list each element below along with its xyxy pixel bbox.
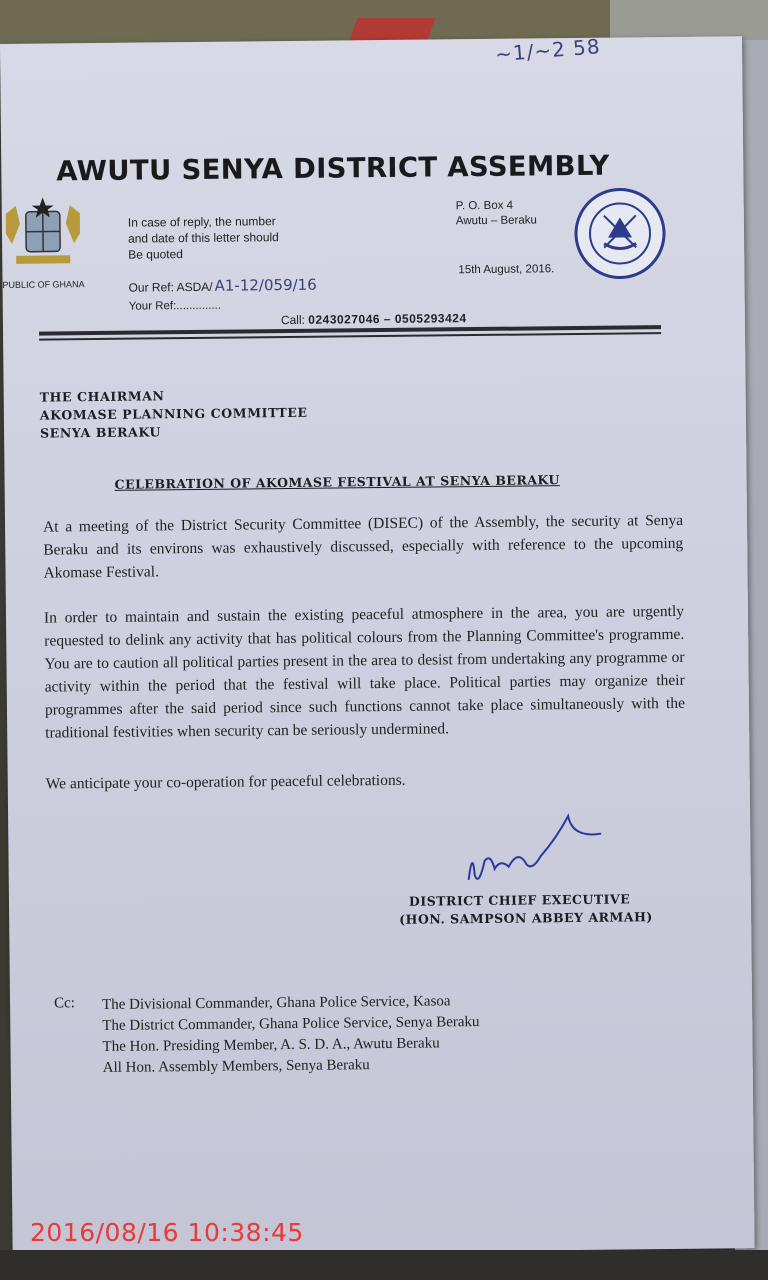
body-paragraph: At a meeting of the District Security Committee (DISEC) of the Assembly, the security at Senya Beraku and its environs was exhaustively discussed, especially with reference to the upcoming Akomase Festival. <box>42 511 684 582</box>
reply-note-line: In case of reply, the number <box>127 214 276 230</box>
address-line: Awutu – Beraku <box>455 214 537 228</box>
letter-subject: CELEBRATION OF AKOMASE FESTIVAL AT SENYA BERAKU <box>114 472 560 492</box>
our-ref-handwritten: A1-12/059/16 <box>214 275 317 295</box>
phone-numbers: 0243027046 – 0505293424 <box>308 311 467 327</box>
cc-item: The Divisional Commander, Ghana Police Service, Kasoa <box>101 993 451 1013</box>
republic-label: PUBLIC OF GHANA <box>2 279 85 290</box>
body-paragraph: In order to maintain and sustain the existing peaceful atmosphere in the area, you are urgently requested to delink any activity that has political colours from the Planning Committee's programme. You are to caution all political parties present in the area to desist from undertaking any programme or activity within the period that the festival will take place. Political parties may organize their programmes after the said period since such functions cannot take place simultaneously with the traditional festivities when security can be seriously undermined. <box>43 602 686 742</box>
cc-item: The District Commander, Ghana Police Service, Senya Beraku <box>102 1014 480 1034</box>
our-ref-label: Our Ref: ASDA/ <box>128 279 213 295</box>
signatory-title: DISTRICT CHIEF EXECUTIVE <box>408 891 631 909</box>
ghana-coat-of-arms-icon <box>2 193 85 274</box>
addressee-line: AKOMASE PLANNING COMMITTEE <box>39 404 308 423</box>
cc-list <box>102 991 480 1079</box>
background-bottom <box>0 1250 768 1280</box>
handwritten-reference: ~1∕~2 58 <box>494 34 602 67</box>
addressee-block <box>40 386 308 443</box>
closing-paragraph: We anticipate your co-operation for peaceful celebrations. <box>45 771 406 793</box>
addressee-line: THE CHAIRMAN <box>39 388 165 405</box>
reply-note-line: Be quoted <box>128 247 184 262</box>
organization-name: AWUTU SENYA DISTRICT ASSEMBLY <box>56 149 610 188</box>
postal-address <box>456 198 537 229</box>
cc-label: Cc: <box>53 995 75 1012</box>
your-reference: Your Ref:.............. <box>128 299 222 313</box>
cc-item: The Hon. Presiding Member, A. S. D. A., Awutu Beraku <box>102 1035 440 1055</box>
reply-note-line: and date of this letter should <box>127 230 279 246</box>
letter-date: 15th August, 2016. <box>458 263 555 277</box>
camera-timestamp: 2016/08/16 10:38:45 <box>30 1218 304 1247</box>
call-label: Call: <box>280 312 305 328</box>
addressee-line: SENYA BERAKU <box>39 424 162 441</box>
reply-instructions <box>128 213 328 263</box>
address-line: P. O. Box 4 <box>455 199 514 213</box>
background-card <box>610 0 768 40</box>
district-assembly-seal-icon <box>574 187 667 280</box>
letter-page <box>0 36 755 1256</box>
signatory-name: (HON. SAMPSON ABBEY ARMAH) <box>399 909 653 927</box>
our-reference <box>128 276 316 296</box>
call-numbers <box>281 311 467 327</box>
cc-item: All Hon. Assembly Members, Senya Beraku <box>102 1057 370 1076</box>
handwritten-signature <box>460 808 611 890</box>
